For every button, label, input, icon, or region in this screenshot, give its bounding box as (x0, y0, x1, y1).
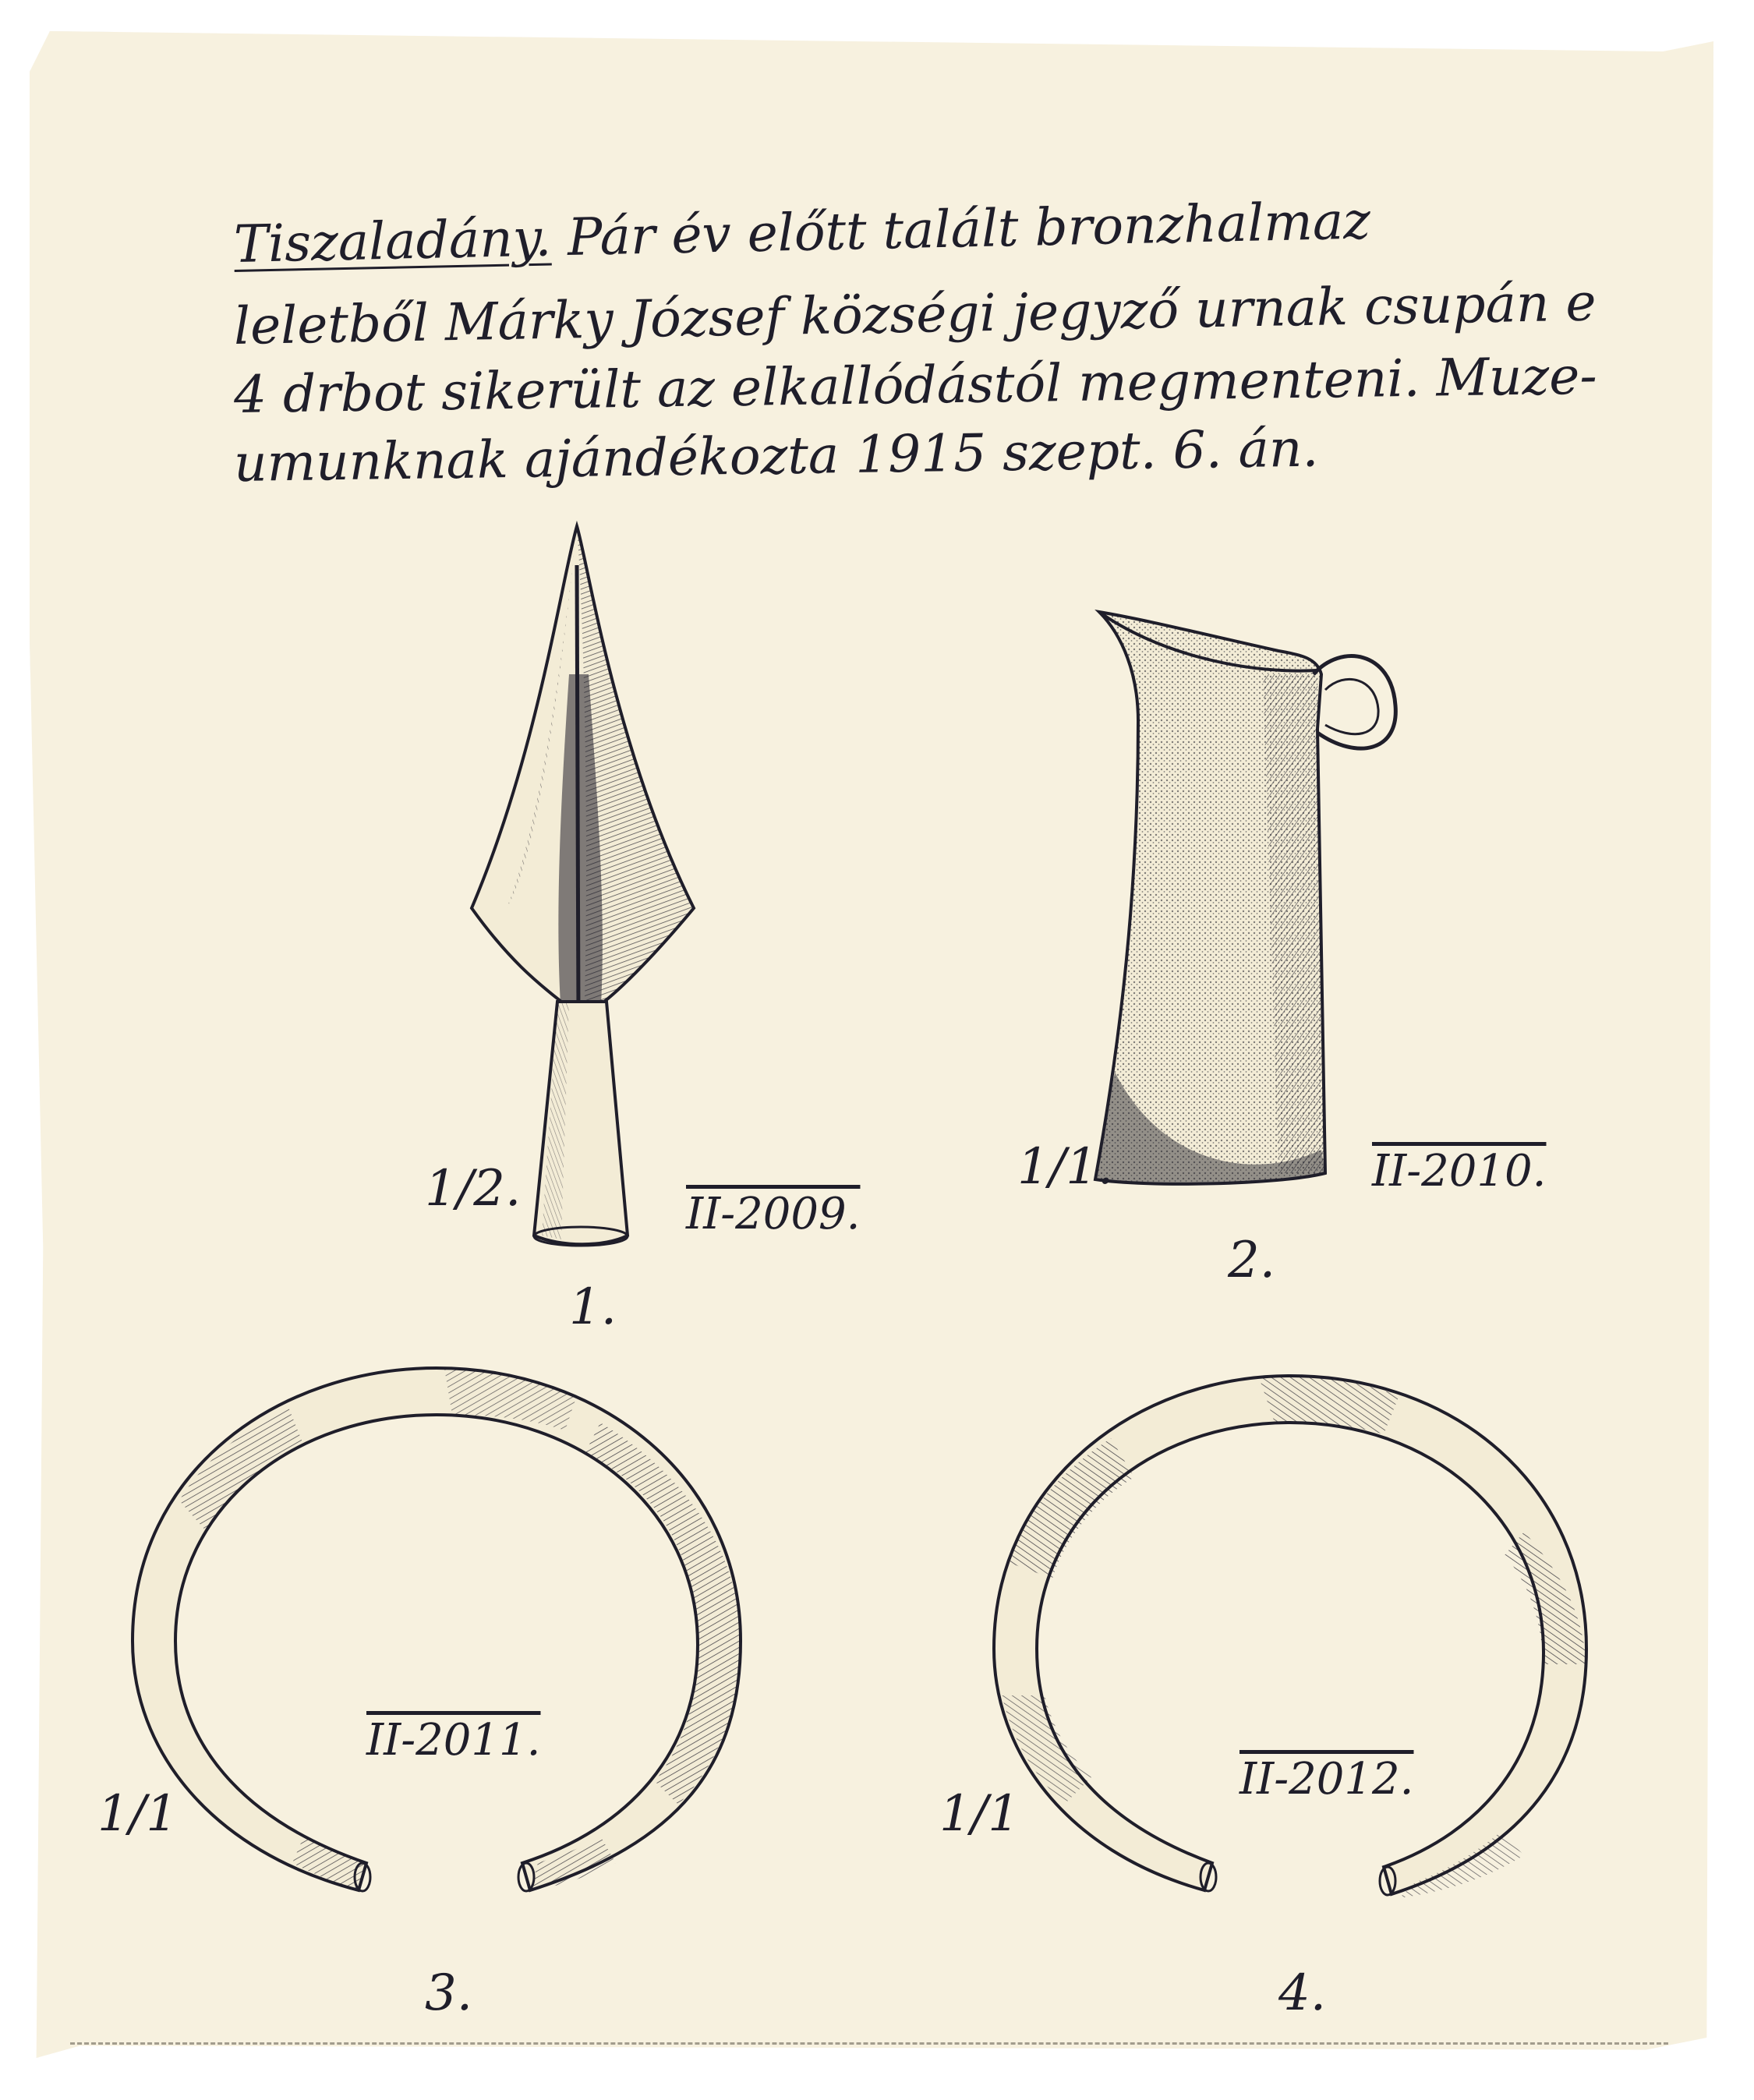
fold-line (70, 2042, 1668, 2045)
item-4-scale: 1/1 (939, 1785, 1020, 1843)
item-2-inventory: II-2010. (1372, 1146, 1547, 1197)
item-1-number: 1. (569, 1278, 617, 1336)
item-4-inventory: II-2012. (1239, 1754, 1414, 1805)
spearhead-drawing (460, 518, 709, 1259)
item-3-inventory: II-2011. (366, 1715, 541, 1766)
header-line-3: 4 drbot sikerült az elkallódástól megmenteni. Muze- (233, 345, 1598, 425)
place-name: Tiszaladány. (233, 207, 552, 274)
item-1-scale: 1/2. (425, 1160, 522, 1218)
header-line-2: leletből Márky József községi jegyző urnak csupán e (233, 272, 1597, 356)
item-2-number: 2. (1228, 1232, 1276, 1289)
header-line-1-text: Pár év előtt talált bronzhalmaz (567, 190, 1371, 268)
item-1-inventory: II-2009. (686, 1189, 861, 1239)
item-2-scale: 1/1. (1017, 1138, 1114, 1196)
header-text (233, 190, 1481, 279)
item-3-scale: 1/1 (97, 1785, 178, 1843)
bracelet-drawing-2 (978, 1352, 1602, 1953)
item-3-number: 3. (425, 1964, 473, 2022)
header-line-4: umunknak ajándékozta 1915 szept. 6. án. (233, 418, 1319, 493)
bracelet-drawing (117, 1345, 756, 1945)
item-4-number: 4. (1278, 1964, 1327, 2022)
socketed-axe-drawing (1084, 604, 1411, 1197)
